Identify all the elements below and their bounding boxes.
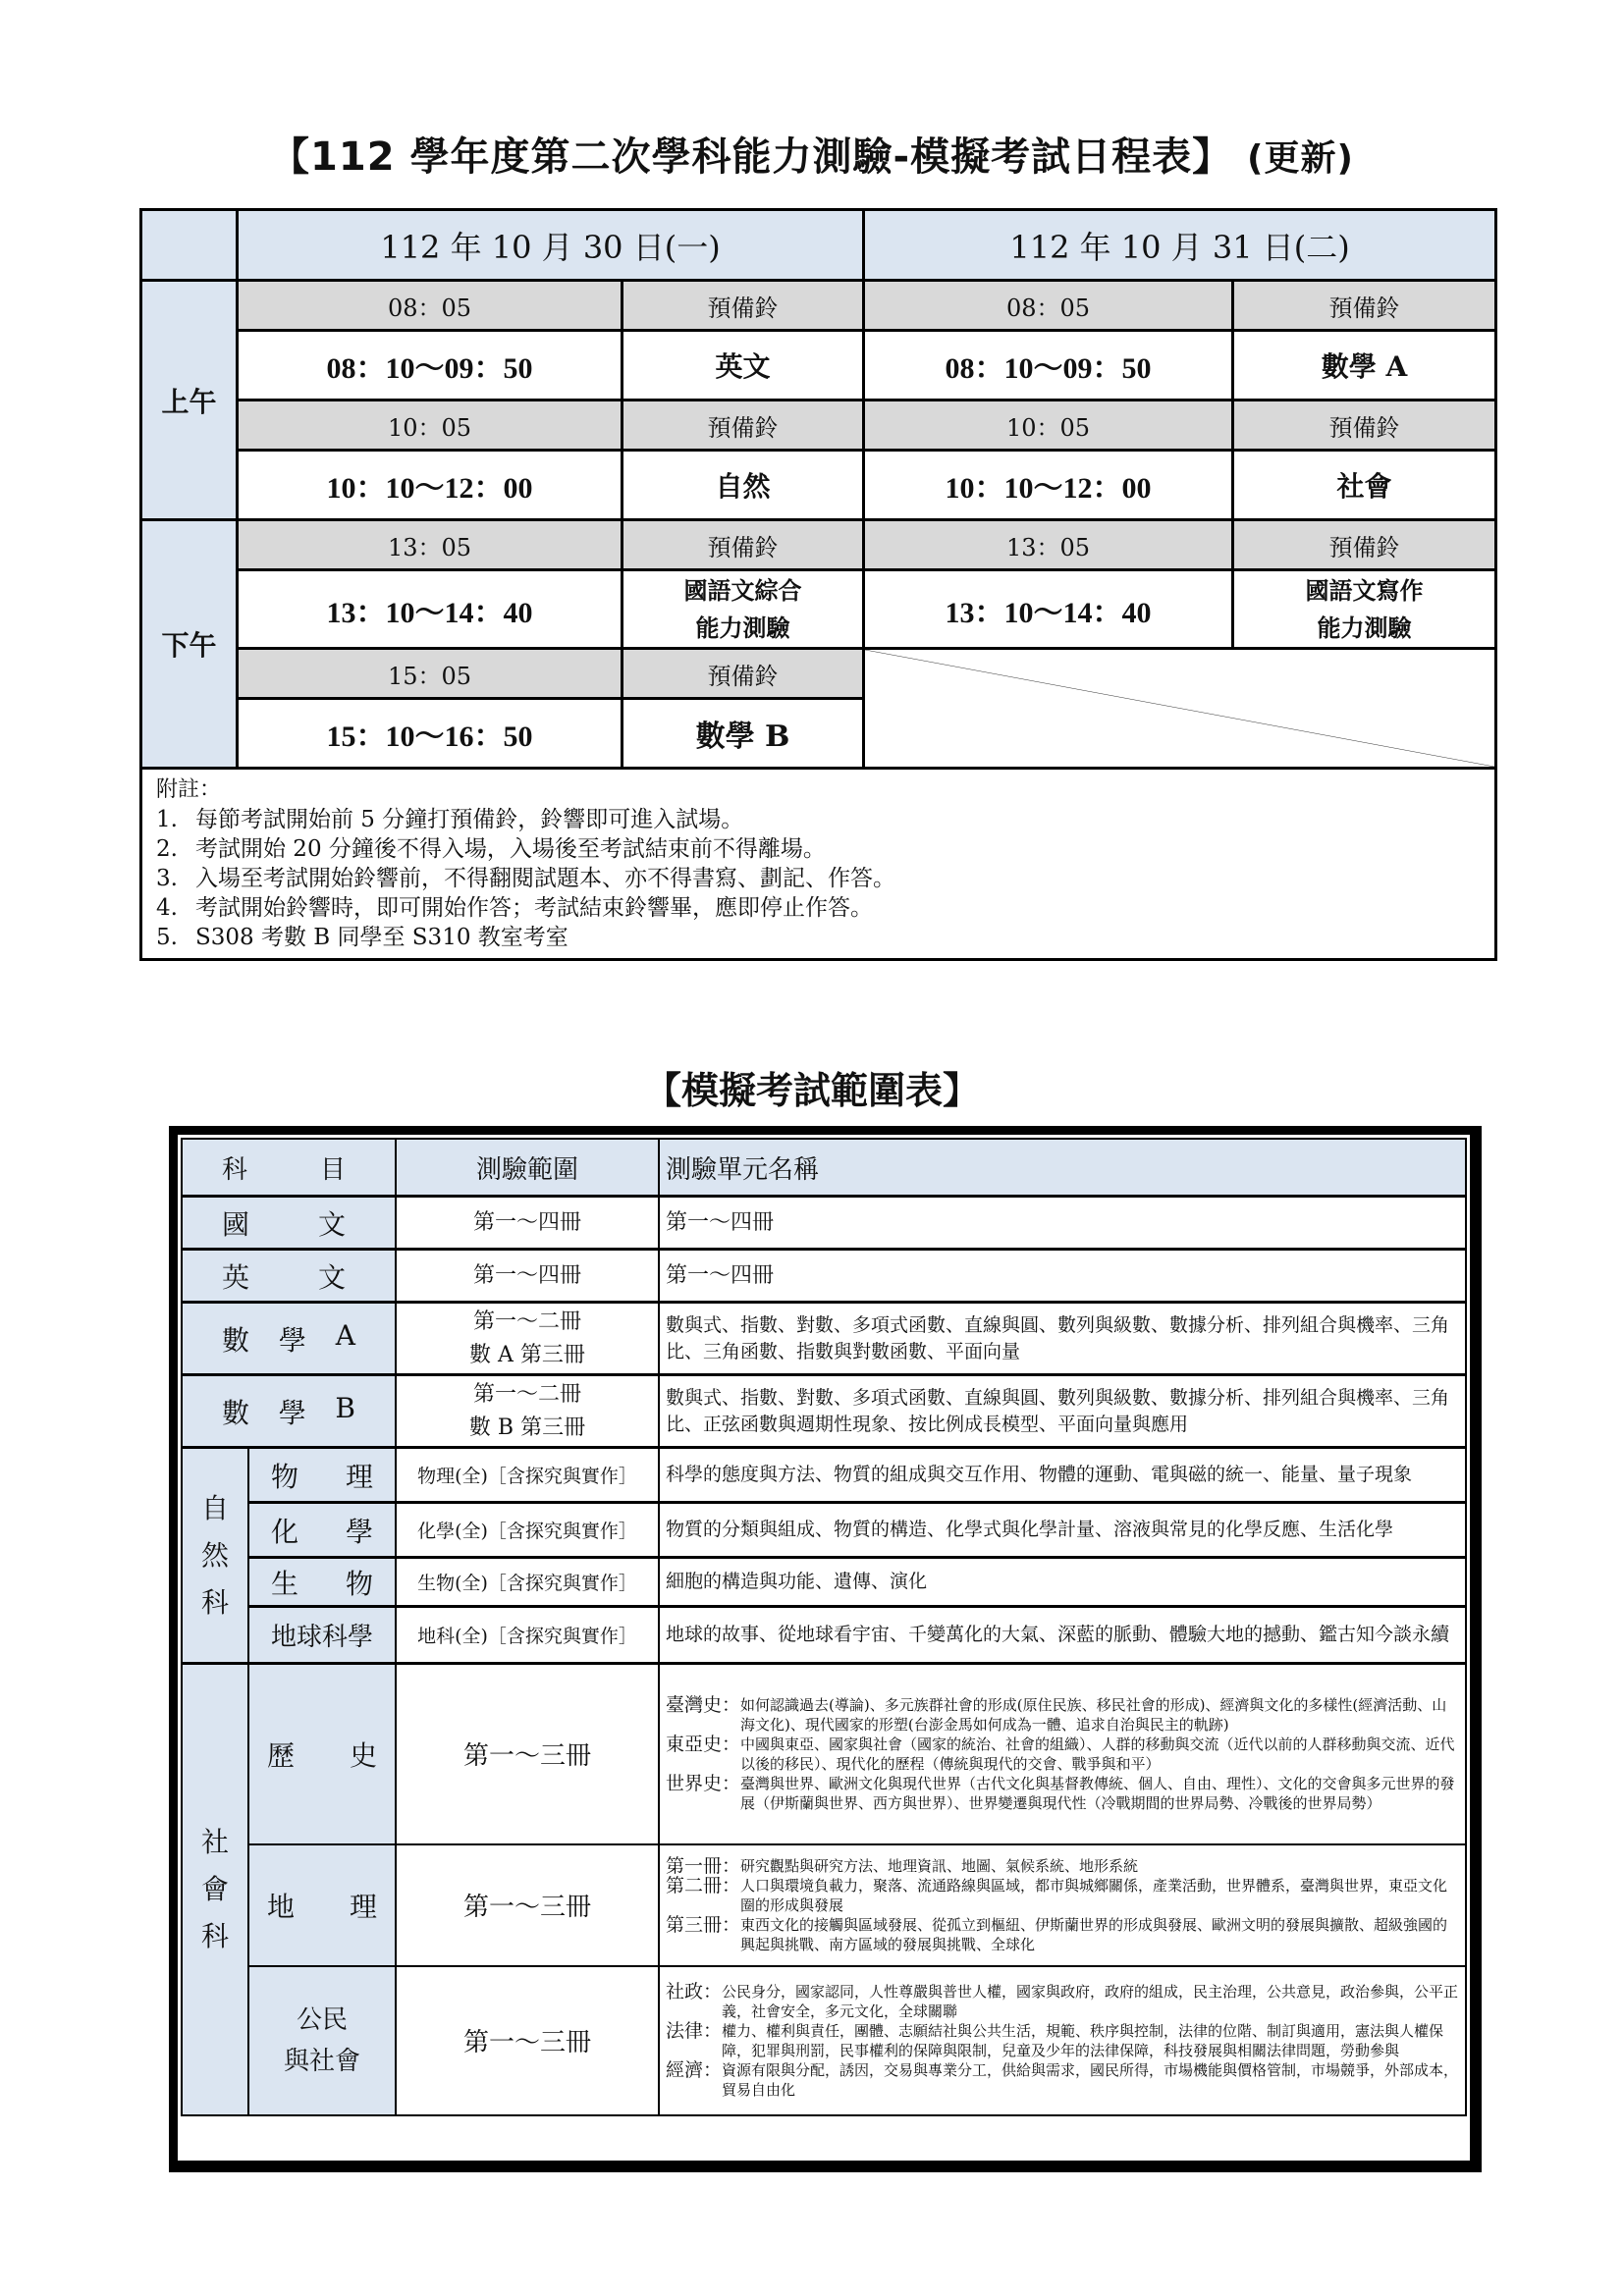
day-2-header: 112 年 10 月 31 日(二) (864, 210, 1496, 281)
exam-time: 13：10～14：40 (864, 570, 1233, 649)
scope-subject (182, 1303, 396, 1375)
subject-char: A (335, 1318, 355, 1352)
exam-subject-line: 國語文寫作 (1305, 575, 1424, 605)
note-text: 考試開始 20 分鐘後不得入場，入場後至考試結束前不得離場。 (195, 836, 826, 862)
scope-subject (248, 1558, 396, 1607)
exam-time: 10：10～12：00 (864, 451, 1233, 520)
unit-key: 經濟： (666, 2058, 723, 2081)
scope-units: 科學的態度與方法、物質的組成與交互作用、物體的運動、電與磁的統一、能量、量子現象 (659, 1448, 1466, 1503)
scope-row (182, 1250, 1466, 1303)
subject-char: 學 (345, 1515, 373, 1548)
diagonal-line (865, 650, 1494, 767)
bell-label: 預備鈴 (623, 400, 864, 451)
unit-key: 第一冊： (666, 1854, 741, 1877)
bell-row (141, 281, 1496, 331)
note-item (156, 834, 1481, 864)
bell-time: 10：05 (238, 400, 623, 451)
note-text: 入場至考試開始鈴響前，不得翻閱試題本、亦不得書寫、劃記、作答。 (195, 866, 895, 891)
unit-line (666, 2021, 1459, 2060)
unit-key: 第二冊： (666, 1874, 741, 1896)
unit-value: 中國與東亞、國家與社會（國家的統治、社會的組織）、人群的移動與交流（近代以前的人群移動與交流、近代以後的移民）、現代化的歷程（傳統與現代的交會、戰爭與和平） (740, 1735, 1455, 1773)
period-am: 上午 (141, 281, 238, 520)
bell-time: 08：05 (864, 281, 1233, 331)
unit-line (666, 1735, 1459, 1774)
bell-label: 預備鈴 (1233, 520, 1496, 570)
bell-time: 15：05 (238, 649, 623, 699)
subject-char: 物 (271, 1460, 299, 1493)
subject-char: 數 (222, 1396, 250, 1429)
scope-units (659, 1966, 1466, 2115)
subject-char: 文 (317, 1207, 346, 1241)
scope-row (182, 1197, 1466, 1250)
unit-key: 第三冊： (666, 1913, 741, 1936)
bell-label: 預備鈴 (623, 649, 864, 699)
scope-row (182, 1303, 1466, 1375)
note-item (156, 805, 1481, 834)
scope-row-science (182, 1607, 1466, 1664)
scope-range: 生物(全)［含探究與實作］ (396, 1558, 659, 1607)
exam-row (141, 331, 1496, 400)
unit-value: 權力、權利與責任，團體、志願結社與公共生活，規範、秩序與控制，法律的位階、制訂與適用，憲法與人權保障，犯罪與刑罰，民事權利的保障與限制，兒童及少年的法律保障，科技發展與相關法律問題，勞動參與 (722, 2021, 1444, 2059)
bell-label: 預備鈴 (1233, 400, 1496, 451)
bell-row (141, 400, 1496, 451)
subject-char: 國 (222, 1207, 250, 1241)
scope-range: 化學(全)［含探究與實作］ (396, 1503, 659, 1558)
scope-subject (182, 1375, 396, 1448)
bell-row (141, 520, 1496, 570)
scope-range: 地科(全)［含探究與實作］ (396, 1607, 659, 1664)
scope-title: 【模擬考試範圍表】 (643, 1069, 980, 1112)
unit-key: 社政： (666, 1980, 723, 2002)
subject-char: 理 (349, 1890, 377, 1923)
scope-subject (248, 1664, 396, 1844)
exam-subject: 英文 (623, 331, 864, 400)
schedule-title (0, 126, 1624, 182)
subject-char: 物 (345, 1567, 373, 1600)
bell-time: 13：05 (238, 520, 623, 570)
bell-label: 預備鈴 (623, 520, 864, 570)
scope-range (396, 1303, 659, 1375)
scope-range (396, 1375, 659, 1448)
exam-subject: 社會 (1233, 451, 1496, 520)
range-line: 數 B 第三冊 (468, 1415, 586, 1440)
note-text: 考試開始鈴響時，即可開始作答；考試結束鈴響畢，應即停止作答。 (195, 895, 873, 921)
header-subject-char: 科 (222, 1154, 248, 1185)
unit-value: 研究觀點與研究方法、地理資訊、地圖、氣候系統、地形系統 (740, 1856, 1139, 1875)
scope-units: 第一～四冊 (659, 1197, 1466, 1250)
corner-cell (141, 210, 238, 281)
subject-char: 地 (267, 1890, 296, 1923)
scope-table-frame (169, 1126, 1482, 2172)
unit-line (666, 1695, 1459, 1735)
scope-row-social (182, 1966, 1466, 2115)
notes-heading: 附註： (156, 777, 222, 802)
unit-line (666, 1856, 1459, 1876)
group-char: 社 (200, 1825, 229, 1858)
exam-subject-line: 能力測驗 (695, 613, 790, 642)
scope-range: 物理(全)［含探究與實作］ (396, 1448, 659, 1503)
bell-row (141, 649, 1496, 699)
scope-row-science (182, 1503, 1466, 1558)
day-1-header: 112 年 10 月 30 日(一) (238, 210, 864, 281)
header-units: 測驗單元名稱 (659, 1139, 1466, 1197)
scope-units: 第一～四冊 (659, 1250, 1466, 1303)
schedule-header-row (141, 210, 1496, 281)
group-char: 自 (200, 1491, 229, 1524)
group-char: 科 (200, 1919, 229, 1952)
scope-units (659, 1844, 1466, 1966)
subject-char: B (335, 1391, 355, 1424)
exam-subject: 自然 (623, 451, 864, 520)
scope-subject (248, 1844, 396, 1966)
unit-value: 東西文化的接觸與區域發展、從孤立到樞紐、伊斯蘭世界的形成與發展、歐洲文明的發展與擴散、超級強國的興起與挑戰、南方區域的發展與挑戰、全球化 (740, 1915, 1448, 1953)
bell-time: 10：05 (864, 400, 1233, 451)
scope-subject (248, 1448, 396, 1503)
unit-line (666, 1774, 1459, 1813)
subject-char: 數 (222, 1323, 250, 1357)
note-number: 1. (156, 807, 178, 832)
unit-line (666, 2060, 1459, 2100)
scope-range: 第一～三冊 (396, 1966, 659, 2115)
scope-row-science (182, 1558, 1466, 1607)
exam-subject-line: 能力測驗 (1317, 613, 1412, 642)
subject-char: 理 (345, 1460, 373, 1493)
subject-line: 公民 (296, 2004, 348, 2035)
scope-header-row (182, 1139, 1466, 1197)
scope-units: 物質的分類與組成、物質的構造、化學式與化學計量、溶液與常見的化學反應、生活化學 (659, 1503, 1466, 1558)
exam-scope-table (181, 1138, 1467, 2116)
bell-time: 13：05 (864, 520, 1233, 570)
scope-range: 第一～三冊 (396, 1664, 659, 1844)
header-subject (182, 1139, 396, 1197)
range-line: 數 A 第三冊 (469, 1342, 585, 1367)
bell-time: 08：05 (238, 281, 623, 331)
header-subject-char: 目 (319, 1154, 346, 1185)
scope-range: 第一～四冊 (396, 1250, 659, 1303)
subject-char: 英 (222, 1260, 250, 1294)
science-group-label (182, 1448, 248, 1664)
group-char: 會 (200, 1872, 229, 1905)
exam-time: 15：10～16：50 (238, 699, 623, 769)
exam-time: 08：10～09：50 (238, 331, 623, 400)
scope-units: 細胞的構造與功能、遺傳、演化 (659, 1558, 1466, 1607)
note-number: 4. (156, 895, 178, 921)
subject-char: 文 (317, 1260, 346, 1294)
subject-char: 生 (271, 1567, 299, 1600)
note-number: 3. (156, 866, 178, 891)
note-number: 2. (156, 836, 178, 862)
bell-label: 預備鈴 (1233, 281, 1496, 331)
group-char: 科 (200, 1585, 229, 1619)
exam-subject (623, 570, 864, 649)
exam-row (141, 451, 1496, 520)
exam-subject (1233, 570, 1496, 649)
notes-row (141, 769, 1496, 960)
subject-line: 與社會 (283, 2046, 360, 2076)
scope-subject (248, 1503, 396, 1558)
exam-subject: 數學 A (1233, 331, 1496, 400)
subject-char: 歷 (267, 1738, 296, 1772)
scope-units: 數與式、指數、對數、多項式函數、直線與圓、數列與級數、數據分析、排列組合與機率、三角比、三角函數、指數與對數函數、平面向量 (659, 1303, 1466, 1375)
scope-range: 第一～三冊 (396, 1844, 659, 1966)
subject-char: 學 (278, 1323, 306, 1357)
header-range: 測驗範圍 (396, 1139, 659, 1197)
unit-key: 法律： (666, 2019, 723, 2042)
scope-subject (182, 1197, 396, 1250)
unit-value: 資源有限與分配，誘因，交易與專業分工，供給與需求，國民所得，市場機能與價格管制，市場競爭，外部成本，貿易自由化 (722, 2060, 1459, 2099)
exam-time: 10：10～12：00 (238, 451, 623, 520)
range-line: 第一～二冊 (472, 1381, 581, 1407)
note-text: 每節考試開始前 5 分鐘打預備鈴，鈴響即可進入試場。 (195, 807, 744, 832)
notes (141, 769, 1496, 960)
range-line: 第一～二冊 (472, 1308, 581, 1334)
social-group-label (182, 1664, 248, 2115)
bell-label: 預備鈴 (623, 281, 864, 331)
note-item (156, 864, 1481, 893)
unit-value: 如何認識過去(導論)、多元族群社會的形成(原住民族、移民社會的形成)、經濟與文化的多樣性(經濟活動、山海文化)、現代國家的形塑(台澎金馬如何成為一體、追求自治與民主的軌跡) (740, 1695, 1447, 1734)
note-item (156, 923, 1481, 952)
note-number: 5. (156, 925, 178, 950)
note-item (156, 893, 1481, 923)
unit-line (666, 1982, 1459, 2021)
unit-line (666, 1915, 1459, 1954)
scope-units: 地球的故事、從地球看宇宙、千變萬化的大氣、深藍的脈動、體驗大地的撼動、鑑古知今談永續 (659, 1607, 1466, 1664)
update-label: (更新) (1247, 138, 1354, 179)
note-text: S308 考數 B 同學至 S310 教室考室 (195, 925, 568, 950)
exam-time: 13：10～14：40 (238, 570, 623, 649)
scope-row-social (182, 1844, 1466, 1966)
group-char: 然 (200, 1538, 229, 1572)
unit-value: 公民身分，國家認同，人性尊嚴與普世人權，國家與政府，政府的組成，民主治理，公共意見，政治參與，公平正義，社會安全，多元文化，全球關聯 (722, 1982, 1459, 2020)
subject-char: 史 (349, 1738, 377, 1772)
unit-value: 臺灣與世界、歐洲文化與現代世界（古代文化與基督教傳統、個人、自由、理性）、文化的交會與多元世界的發展（伊斯蘭與世界、西方與世界）、世界變遷與現代性（冷戰期間的世界局勢、冷戰後的世界局勢） (740, 1774, 1455, 1812)
scope-row (182, 1375, 1466, 1448)
subject-char: 化 (271, 1515, 299, 1548)
unit-key: 世界史： (666, 1772, 741, 1794)
unit-key: 臺灣史： (666, 1693, 741, 1716)
exam-schedule-table (139, 208, 1497, 961)
scope-units: 數與式、指數、對數、多項式函數、直線與圓、數列與級數、數據分析、排列組合與機率、三角比、正弦函數與週期性現象、按比例成長模型、平面向量與應用 (659, 1375, 1466, 1448)
schedule-title-text: 【112 學年度第二次學科能力測驗-模擬考試日程表】 (270, 134, 1233, 180)
scope-row-science (182, 1448, 1466, 1503)
period-pm: 下午 (141, 520, 238, 769)
exam-subject-line: 國語文綜合 (683, 575, 802, 605)
subject-char: 學 (278, 1396, 306, 1429)
unit-key: 東亞史： (666, 1733, 741, 1755)
scope-subject (182, 1250, 396, 1303)
scope-row-social (182, 1664, 1466, 1844)
scope-units (659, 1664, 1466, 1844)
scope-subject (248, 1966, 396, 2115)
exam-time: 08：10～09：50 (864, 331, 1233, 400)
scope-range: 第一～四冊 (396, 1197, 659, 1250)
exam-row (141, 570, 1496, 649)
unit-line (666, 1876, 1459, 1915)
unit-value: 人口與環境負載力，聚落、流通路線與區域，都市與城鄉關係，產業活動，世界體系，臺灣與世界，東亞文化圈的形成與發展 (740, 1876, 1448, 1914)
scope-subject: 地球科學 (248, 1607, 396, 1664)
empty-diagonal-cell (864, 649, 1496, 769)
exam-subject: 數學 B (623, 699, 864, 769)
